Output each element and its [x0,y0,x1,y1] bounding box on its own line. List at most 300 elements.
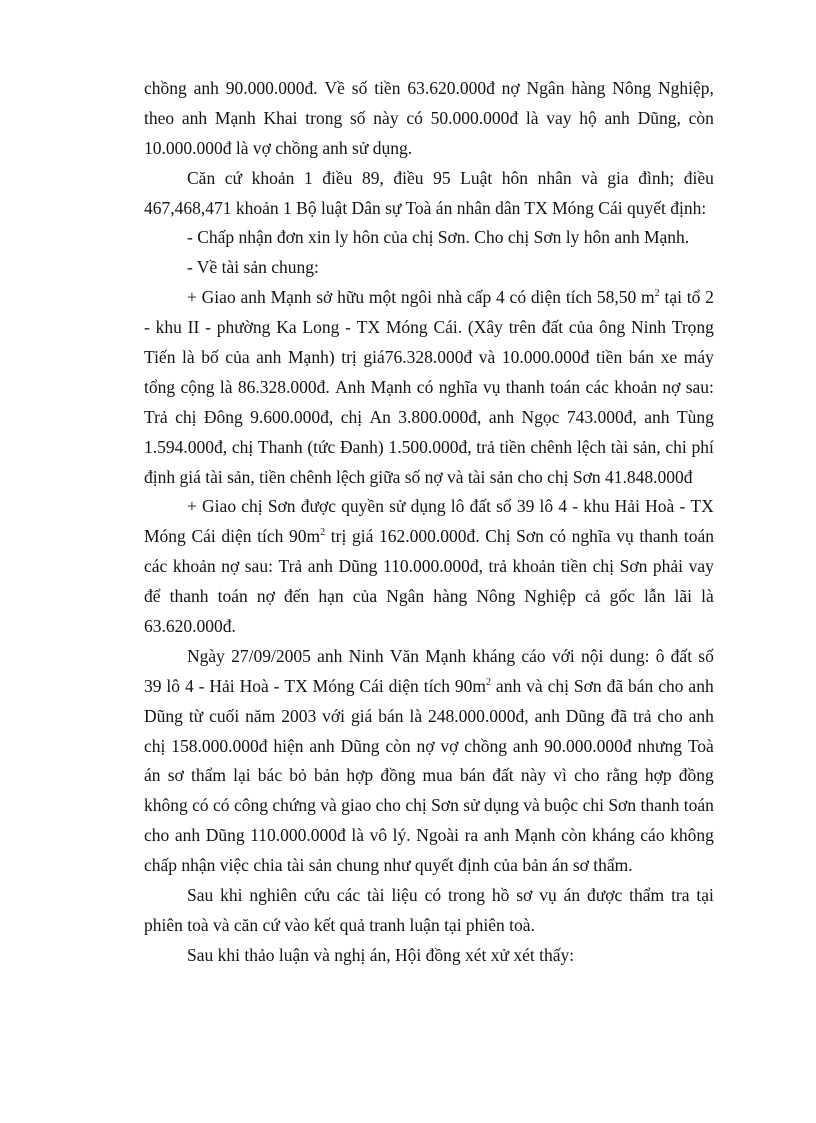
word: bán [628,347,655,368]
word: không [144,795,188,816]
superscript: 2 [654,288,660,300]
word: sử [463,795,480,816]
word: có [424,885,442,906]
word: số [698,645,714,666]
word: hộ [579,107,597,128]
word: sử [389,496,406,517]
text-line [144,373,714,403]
word: - [198,675,205,696]
word: từ [188,705,204,726]
word: Sơn [573,675,602,696]
word: Hải [209,675,235,696]
word: tiền [595,347,623,368]
word: anh [174,825,201,846]
word: Căn [187,167,216,188]
word: có [509,287,527,308]
word: Nghiệp, [657,78,714,98]
word: đã [610,705,628,726]
word: Đông [203,406,243,427]
word: và [581,167,598,188]
word: đồng [380,765,416,786]
word: anh [488,406,515,427]
word: dụng [483,795,519,816]
word: và [523,795,540,816]
word: ra [464,825,479,846]
word: số [351,78,368,98]
text-line [144,522,714,552]
word: Mạnh [425,645,467,666]
word: điều [393,167,424,188]
word: không [670,825,714,846]
word: - [679,496,686,517]
word: chị [547,675,569,696]
line-text: Sau khi thảo luận và nghị án, Hội đồng xét xử xét thấy: [187,944,575,965]
word: tổng [144,376,176,397]
word: Cái [359,675,384,696]
word: hàng [571,78,606,98]
word: là [409,705,423,726]
word: toán [217,586,248,607]
word: năm [245,705,276,726]
text-line [144,941,714,971]
word: cả [585,586,601,607]
word: kháng [591,825,635,846]
line-text: - Chấp nhận đơn xin ly hôn của chị Sơn. Cho chị Sơn ly hôn anh Mạnh. [187,227,690,248]
text-line [144,672,714,702]
word: phải [652,556,684,577]
word: chồng [144,78,187,98]
word: các [144,556,168,577]
word: chi [582,795,604,816]
word: Giao [201,287,236,308]
word: cứ [224,167,243,188]
word: bán [628,675,654,696]
word: gia [607,167,629,188]
word: liệu [391,885,418,906]
word: trị [330,526,347,547]
word: máy [683,347,714,368]
word: Hải [614,496,640,517]
text-line [144,761,714,791]
word: Ngoài [416,825,460,846]
word: bác [257,765,283,786]
word: thanh [505,376,545,397]
word: thanh [169,586,209,607]
word: Cái. [433,317,463,338]
word: hàng [433,586,468,607]
word: Sau [187,885,214,906]
word: của [225,347,250,368]
word: là [182,347,195,368]
word: nghiên [249,885,298,906]
word: lẫn [644,586,666,607]
text-line [144,821,714,851]
word: anh [644,406,670,427]
word: toán [683,795,714,816]
word: là [219,376,233,397]
word: Dũng, [637,107,681,128]
word: toán [683,526,714,547]
word: số [496,496,512,517]
word: - [273,675,280,696]
word: bán [459,765,486,786]
word: Mạnh) [288,347,335,368]
word: vụ [616,526,634,547]
word: 4 [558,496,568,517]
word: là [351,825,365,846]
word: sơ [167,765,184,786]
word: nhà [436,287,463,308]
word: sau: [244,556,273,577]
word: của [352,586,378,607]
word: Thanh [257,436,303,457]
word: Mạnh [270,287,312,308]
text-line [144,104,714,134]
word: khoản [251,167,295,188]
word: TX [690,496,714,517]
superscript: 2 [320,527,326,539]
word: chị [592,556,615,577]
word: có [549,526,567,547]
word: anh [534,705,560,726]
word: lệch [576,436,607,457]
word: Khai [263,107,298,128]
word: $90m^2$ [454,675,491,696]
word: lại [233,765,251,786]
word: chị [405,795,427,816]
document-body [144,74,714,971]
word: Tiến [144,347,176,368]
line-text: 63.620.000đ. [144,616,236,637]
word: hạn [318,586,344,607]
word: Sơn [608,795,637,816]
word: thanh [640,795,680,816]
word: tiền [374,78,401,98]
word: 110.000.000đ, [382,556,483,577]
word: khoản [172,556,216,577]
word: các [336,885,361,906]
text-line [144,881,714,911]
word: chồng [464,735,508,756]
word: 9.600.000đ, [250,406,334,427]
word: điều [683,167,714,188]
word: Nông [612,78,652,98]
text-line [144,851,714,881]
word: Sơn [516,526,544,547]
word: nợ [221,556,240,577]
word: diện [388,675,419,696]
word: chị [144,735,166,756]
word: bố [201,347,219,368]
word: án [563,885,581,906]
text-line [144,433,714,463]
text-line [144,552,714,582]
word: vì [553,765,567,786]
word: 27/09/2005 [231,645,311,666]
word: 10.000.000đ [501,347,590,368]
word: hợp [346,765,374,786]
text-line [144,612,714,642]
word: Văn [389,645,420,666]
word: có [416,376,434,397]
word: trên [508,317,536,338]
word: bán [378,705,404,726]
word: TX [356,317,381,338]
word: quyền [341,496,384,517]
text-line [144,642,714,672]
word: Giao [202,496,237,517]
word: chị [175,406,197,427]
word: giá [350,705,373,726]
text-line [144,492,714,522]
word: Móng [144,526,186,547]
word: lô [166,675,181,696]
word: tại [664,287,682,308]
word: Ninh [630,317,666,338]
word: vụ [482,376,501,397]
word: + [187,287,197,308]
word: ô [655,645,665,666]
word: 90.000.000đ [544,735,632,756]
word: TX [284,675,308,696]
word: theo [144,107,175,128]
word: Luật [460,167,493,188]
word: có [213,795,230,816]
word: đến [284,586,310,607]
word: Hoà [645,496,675,517]
word: Dũng [338,556,378,577]
word: diện [530,287,562,308]
word: cấp [466,287,492,308]
word: khu [155,317,182,338]
word: tích [565,287,593,308]
word: cho [574,765,600,786]
word: 95 [433,167,451,188]
word: với [551,645,575,666]
word: Ngân [526,78,565,98]
word: dụng [410,496,446,517]
word: 1 [303,167,313,188]
word: nhân [537,167,572,188]
word: anh [512,735,539,756]
word: đồng [678,765,714,786]
word: giao [341,795,372,816]
word: Dũng [205,825,245,846]
word: trong [448,885,485,906]
word: Trọng [671,317,714,338]
text-line [144,134,714,164]
line-text: phiên toà và căn cứ vào kết quả tranh luận tại phiên toà. [144,914,535,935]
word: vợ [440,735,459,756]
word: Ngân [386,586,425,607]
word: Sơn [267,496,296,517]
word: chứng [272,795,316,816]
word: tiền [560,556,588,577]
word: đình; [638,167,675,188]
superscript: 2 [486,676,491,688]
line-text: chấp nhận việc chia tài sản chung như quyết định của bản án sơ thẩm. [144,855,633,876]
word: khi [220,885,243,906]
text-line [144,223,714,253]
text-line [144,253,714,283]
word: lý. [392,825,411,846]
word: Dũng [144,705,183,726]
word: Hoà [239,675,269,696]
text-line [144,164,714,194]
word: gốc [609,586,635,607]
word: là [525,107,539,128]
word: trả [633,705,652,726]
word: 158.000.000đ [171,735,268,756]
word: hữu [337,287,365,308]
text-line [144,911,714,941]
word: kháng [472,645,516,666]
word: anh [181,107,208,128]
word: dung: [609,645,650,666]
word: 4 [184,675,194,696]
word: hồ [491,885,510,906]
word: còn [688,107,714,128]
word: tra [671,885,690,906]
line-text: 10.000.000đ là vợ chồng anh sử dụng. [144,137,413,158]
word: đất [492,765,514,786]
word: chị [231,436,254,457]
word: khoản [512,556,556,577]
word: nợ [416,735,435,756]
word: nợ [662,376,681,397]
text-line [144,403,714,433]
word: đất [541,317,564,338]
word: Anh [335,376,366,397]
word: 58,50 [596,287,637,308]
word: anh [483,825,510,846]
word: 2003 [281,705,317,726]
word: 39 [144,675,162,696]
word: tổ [686,287,701,308]
word: anh [307,556,333,577]
word: có [406,107,423,128]
word: diện [221,526,252,547]
word: II [187,317,200,338]
word: 86.328.000đ. [237,376,330,397]
word: phí [691,436,714,457]
word: của [568,317,594,338]
word: án [144,765,161,786]
word: Ngọc [521,406,560,427]
line-text: - Về tài sản chung: [187,257,319,278]
word: rằng [606,765,638,786]
word: 50.000.000đ [430,107,519,128]
word: 90.000.000đ. [225,78,318,98]
word: vô [369,825,388,846]
word: hiện [273,735,304,756]
word: còn [385,735,411,756]
word: ông [598,317,626,338]
word: lô [450,496,465,517]
word: tích [257,526,284,547]
word: cho [657,705,683,726]
word: 2 [705,287,714,308]
word: giá76.328.000đ [363,347,473,368]
word: Long [302,317,340,338]
text-line [144,283,714,313]
word: (tức [307,436,336,457]
word: Dũng [565,705,605,726]
word: vụ [539,885,557,906]
word: phường [216,317,271,338]
word: để [144,586,161,607]
word: cáo [521,645,546,666]
word: trả [488,556,507,577]
word: sản, [632,436,661,457]
text-line [144,194,714,224]
word: 3.800.000đ, [398,406,482,427]
word: 248.000.000đ, [428,705,529,726]
word: An [369,406,391,427]
word: sở [316,287,333,308]
text-line [144,732,714,762]
word: tích [423,675,450,696]
word: nợ [256,586,275,607]
word: và [320,795,337,816]
word: 162.000.000đ. [378,526,480,547]
word: trả [476,436,495,457]
word: hợp [644,765,672,786]
word: điều [322,167,353,188]
text-line [144,791,714,821]
word: Nông [476,586,516,607]
word: với [322,705,346,726]
word: Trả [144,406,168,427]
word: anh [193,78,219,98]
word: chị [241,496,263,517]
word: Sơn [431,795,459,816]
word: Về [324,78,345,98]
word: bỏ [289,765,307,786]
word: 4 [496,287,505,308]
word: thẩm [190,765,226,786]
word: (Xây [467,317,503,338]
word: - [572,496,579,517]
word: tài [367,885,385,906]
line-text: định giá tài sản, tiền chênh lệch giữa số nợ và tài sản cho chị Sơn 41.848.000đ [144,466,693,487]
word: nghĩa [438,376,478,397]
word: Tùng [676,406,714,427]
word: Mạnh [214,107,256,128]
word: cuối [209,705,240,726]
word: Sơn [619,556,648,577]
word: anh [688,705,714,726]
word: được [587,885,623,906]
word: - [144,317,150,338]
word: anh [240,287,266,308]
line-text: 467,468,471 khoản 1 Bộ luật Dân sự Toà án nhân dân TX Móng Cái quyết định: [144,197,707,218]
word: đã [606,675,624,696]
word: chênh [530,436,573,457]
word: và [478,347,496,368]
text-line [144,313,714,343]
word: - [205,317,211,338]
word: Móng [385,317,428,338]
word: cứu [303,885,330,906]
word: Mạnh [370,376,412,397]
word: 743.000đ, [566,406,637,427]
word: Ngày [187,645,225,666]
text-line [144,74,714,104]
word: cho [658,675,684,696]
word: còn [561,825,587,846]
word: anh [495,675,522,696]
